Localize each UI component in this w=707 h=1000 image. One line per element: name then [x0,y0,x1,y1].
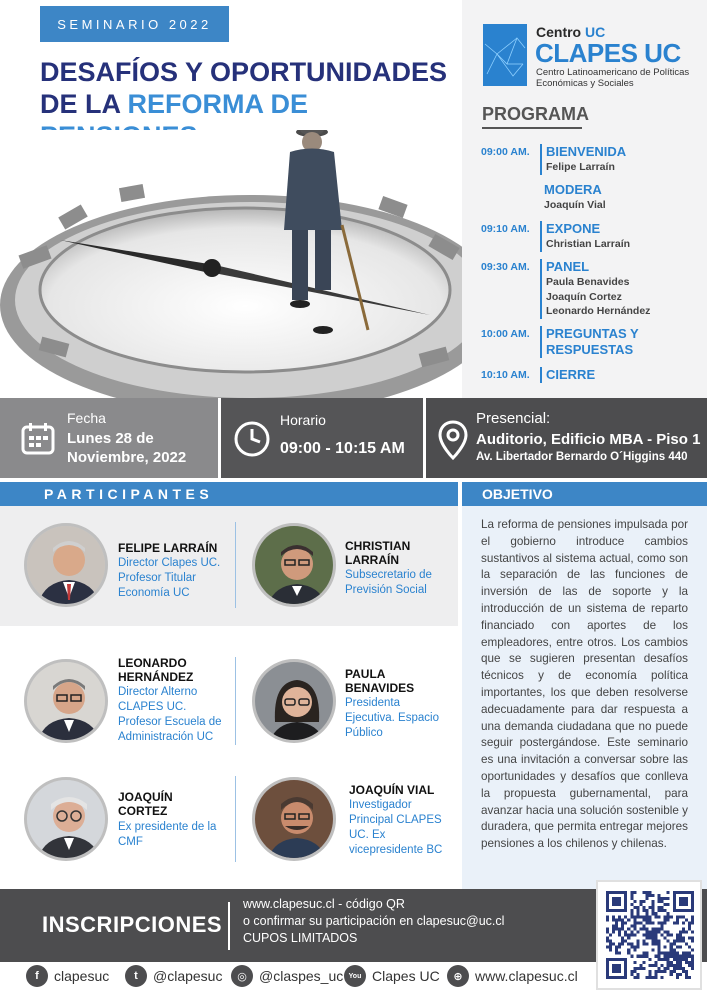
programa-label: CIERRE [546,367,596,382]
info-lugar [426,398,707,478]
inscripciones-title: INSCRIPCIONES [42,912,223,937]
lugar-value: Auditorio, Edificio MBA - Piso 1 [476,431,701,448]
inscripciones-url[interactable]: www.clapesuc.cl - código QR [243,897,405,911]
programa-time: 09:00 AM. [481,146,530,158]
avatar-felipe-larrain [24,523,108,607]
social-label: @clapesuc [153,968,223,984]
programa-body [540,259,700,319]
title-highlight: REFORMA DE [127,89,308,119]
participant-divider [235,522,236,608]
social-label: www.clapesuc.cl [475,968,578,984]
programa-person: Paula Benavides [546,276,630,288]
hero-clock-illustration [0,130,462,398]
avatar-joaquin-cortez [24,777,108,861]
title-line-1: DESAFÍOS Y OPORTUNIDADES [40,57,448,87]
programa-body [544,182,704,213]
programa-underline [482,127,582,129]
programa-time: 09:10 AM. [481,223,530,235]
programa-time: 09:30 AM. [481,261,530,273]
logo-uc-text: UC [585,24,606,40]
avatar-paula-benavides [252,659,336,743]
social-youtube[interactable] [344,962,440,990]
programa-body [540,326,650,358]
facebook-icon: f [26,965,48,987]
logo-clapes: CLAPES UC [535,38,681,68]
participant-role: Presidenta Ejecutiva. Espacio Público [345,697,439,739]
avatar-christian-larrain [252,523,336,607]
participant-name: CHRISTIAN LARRAÍN [345,539,411,567]
web-icon: ⊕ [447,965,469,987]
fecha-label: Fecha [67,410,106,426]
horario-label: Horario [280,412,326,428]
participant-role: Director Alterno CLAPES UC. Profesor Escuela de Administración UC [118,686,222,743]
social-label: clapesuc [54,968,110,984]
participant-name: LEONARDO HERNÁNDEZ [118,656,194,684]
participant-role: Investigador Principal CLAPES UC. Ex vicepresidente BC [349,799,443,856]
avatar-joaquin-vial [252,777,336,861]
youtube-icon: You [344,965,366,987]
participant-role: Ex presidente de la CMF [118,821,217,848]
qr-code[interactable] [596,880,702,990]
location-pin-icon [438,420,468,465]
participant-divider [235,776,236,862]
inscripciones-divider [228,902,230,950]
participant-name: FELIPE LARRAÍN [118,541,218,555]
programa-body [540,144,700,175]
inscripciones-cupos: CUPOS LIMITADOS [243,931,358,945]
programa-person: Leonardo Hernández [546,305,651,317]
info-horario [221,398,423,478]
social-label: Clapes UC [372,968,440,984]
programa-label: EXPONE [546,221,601,236]
programa-label: PREGUNTAS Y RESPUESTAS [546,326,639,357]
logo-centro-text: Centro [536,24,582,40]
programa-person: Joaquín Cortez [546,290,622,303]
participant-role: Subsecretario de Previsión Social [345,569,432,596]
programa-label: PANEL [546,259,590,274]
programa-person: Felipe Larraín [546,161,615,173]
participant-name: PAULA BENAVIDES [345,667,415,695]
fecha-value: Lunes 28 de Noviembre, 2022 [67,430,187,466]
horario-value: 09:00 - 10:15 AM [280,440,405,457]
programa-time: 10:00 AM. [481,328,530,340]
social-facebook[interactable] [26,962,109,990]
logo-subtitle: Centro Latinoamericano de Políticas Económicas y Sociales [536,67,690,89]
social-twitter[interactable] [125,962,222,990]
participant-divider [235,657,236,745]
programa-time: 10:10 AM. [481,369,530,381]
inscripciones-email[interactable]: o confirmar su participación en clapesuc@uc.cl [243,914,505,928]
programa-title: PROGRAMA [482,104,589,124]
participant-role: Director Clapes UC. Profesor Titular Economía UC [118,557,221,599]
objetivo-text: La reforma de pensiones impulsada por el gobierno introduce cambios sustantivos al sistema actual, como son la separación de las funciones de inversión de las de soporte y la introducción de un sistema de reparto financiado con aportes de los empleadores, entre otros. Los cambios que se sugieren presentan desafíos técnicos y de economía política importantes, los que deben resolverse adecuadamente para dar respuesta a una demanda ciudadana que no puede seguir postergándose. Este seminario es una invitación a conversar sobre las oportunidades y desafíos que conlleva la propuesta gubernamental, para avanzar hacia una solución sostenible y duradera, que permita entregar mejores pensiones a los chilenos y chilenas. [481,518,688,851]
twitter-icon: t [125,965,147,987]
clock-icon [233,420,271,463]
social-web[interactable] [447,962,578,990]
participantes-header: PARTICIPANTES [0,482,458,506]
participant-name: JOAQUÍN VIAL [349,783,435,797]
programa-person: Joaquín Vial [544,199,606,211]
instagram-icon: ◎ [231,965,253,987]
participant-name: JOAQUÍN CORTEZ [118,790,173,818]
lugar-address: Av. Libertador Bernardo O´Higgins 440 [476,451,688,463]
info-fecha [0,398,218,478]
calendar-icon [20,420,56,461]
lugar-label: Presencial: [476,410,551,427]
programa-body [540,221,700,252]
social-label: @claspes_uc [259,968,344,984]
programa-label: MODERA [544,182,602,197]
programa-label: BIENVENIDA [546,144,627,159]
seminar-tag: SEMINARIO 2022 [40,6,229,42]
objetivo-header: OBJETIVO [462,482,707,506]
programa-body [540,367,700,383]
title-prefix: DE LA [40,89,128,119]
avatar-leonardo-hernandez [24,659,108,743]
programa-person: Christian Larraín [546,238,631,250]
social-instagram[interactable] [231,962,343,990]
clapes-logo-icon [483,24,527,86]
